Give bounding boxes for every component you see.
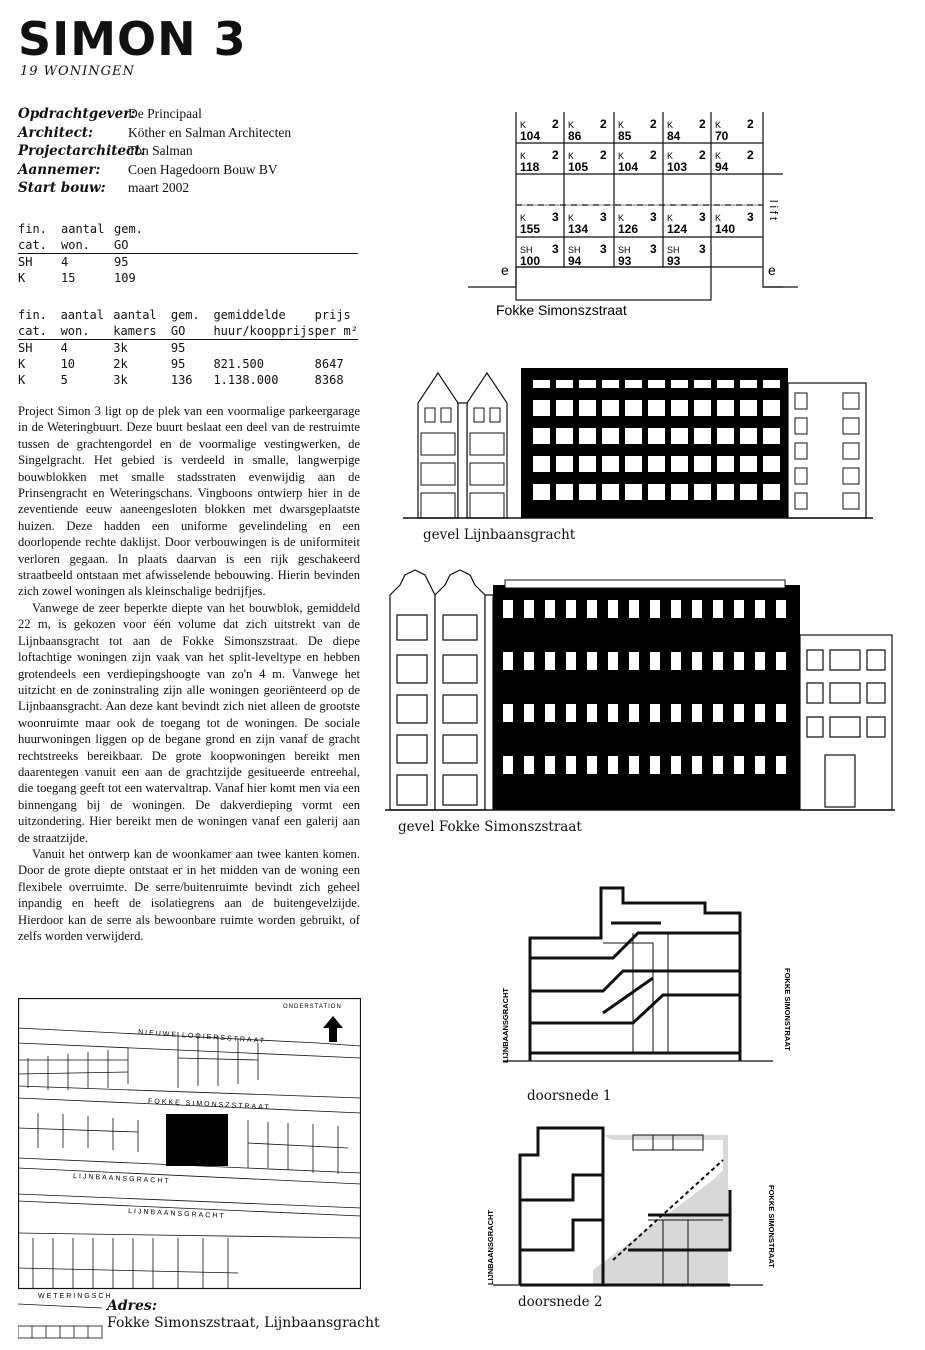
facade-window [650, 756, 660, 774]
table-cell: SH [18, 255, 33, 269]
facade-window [503, 756, 513, 774]
facade-window [776, 704, 786, 722]
table-cell: K [18, 357, 26, 371]
unit-type: K [715, 151, 722, 161]
paragraph: Vanwege de zeer beperkte diepte van het bouwblok, gemiddeld 22 m, is gekozen voor één volume dat zich uitstrekt van de Lijnbaansgracht tot aan de Fokke Simonszstraat. De diepe loftachtige woningen zijn vaak van het split-leveltype en hebben grotendeels een verdiepingshoogte van zo'n 4 m. Vanwege het uitzicht en de zoninstraling zijn alle woningen georiënteerd op de Lijnbaansgracht. Aan deze kant bevindt zich niet alleen de grootste woonruimte maar ook de toegang tot de woningen. De sociale huurwoningen liggen op de begane grond en zijn vanaf de gracht rechtstreeks bereikbaar. De grote koopwoningen bereikt men daarentegen vanuit een aan de grachtzijde gesitueerde entreehal, die toegang geeft tot een watervaltrap. Vanaf hier komt men via een binnengang bij de woningen. De dakverdieping vormt een uitzondering. Hier bereikt men de woningen vanaf een galerij aan de straatzijde. [18, 600, 360, 845]
facade-window [763, 400, 780, 416]
facade-window [566, 652, 576, 670]
table-header: won. [61, 237, 114, 254]
table-header: gemiddelde [213, 308, 286, 322]
facade-window [587, 756, 597, 774]
facade-window [713, 756, 723, 774]
table-header: cat. [18, 237, 61, 254]
facade-window [556, 428, 573, 444]
unit-type: K [618, 151, 625, 161]
facade-window [533, 484, 550, 500]
facade-window [671, 428, 688, 444]
table-header: fin. [18, 222, 47, 236]
unit-area: 140 [715, 222, 736, 236]
info-value: Coen Hagedoorn Bouw BV [128, 161, 278, 177]
unit-rooms: 2 [552, 117, 559, 131]
table-cell: 3k [113, 373, 128, 387]
unit-area: 93 [618, 254, 632, 268]
facade-window [692, 756, 702, 774]
facade-window [533, 456, 550, 472]
facade-window [694, 428, 711, 444]
facade-window [694, 484, 711, 500]
facade-window [629, 704, 639, 722]
facade-window [671, 484, 688, 500]
facade-window [625, 400, 642, 416]
info-row-project-architect [18, 142, 358, 161]
unit-type: SH [568, 245, 581, 255]
unit-area: 104 [520, 129, 541, 143]
unit-area: 100 [520, 254, 541, 268]
address-value: Fokke Simonszstraat, Lijnbaansgracht [107, 1315, 380, 1331]
map-street-label: WETERINGSCH [38, 1293, 113, 1300]
side-label-right: FOKKE SIMONSTRAAT [783, 968, 792, 1051]
map-street-label: LIJNBAANSGRACHT [72, 1173, 171, 1186]
info-value: De Principaal [128, 106, 202, 121]
info-label: Aannemer: [18, 161, 101, 178]
unit-type: K [618, 120, 625, 130]
facade-window [717, 484, 734, 500]
section-1 [483, 883, 803, 1078]
street-label: Fokke Simonszstraat [496, 302, 627, 318]
facade-window [763, 456, 780, 472]
facade-window [556, 456, 573, 472]
unit-type: SH [520, 245, 533, 255]
table-header: GO [171, 323, 214, 340]
facade-window [692, 600, 702, 618]
unit-rooms: 3 [699, 210, 706, 224]
table-cell: 10 [60, 357, 76, 371]
map-street-label: ONDERSTATION [283, 1004, 342, 1010]
facade-window [579, 428, 596, 444]
facade-window [671, 600, 681, 618]
facade-window [650, 652, 660, 670]
facade-window [587, 704, 597, 722]
unit-rooms: 2 [699, 148, 706, 162]
table-cell: 821.500 [213, 357, 265, 371]
unit-type: K [520, 120, 527, 130]
unit-rooms: 3 [552, 242, 559, 256]
facade-window [648, 380, 665, 388]
table-cell: K [18, 271, 26, 285]
facade-window [763, 428, 780, 444]
facade-window [625, 456, 642, 472]
entrance-label-right: e [768, 262, 776, 278]
facade-window [608, 600, 618, 618]
facade-window [776, 600, 786, 618]
table-row [18, 356, 358, 372]
facade-window [734, 756, 744, 774]
facade-window [608, 652, 618, 670]
facade-window [650, 704, 660, 722]
table-header: prijs [314, 308, 351, 322]
facade-window [734, 652, 744, 670]
table-cell: 15 [61, 271, 76, 285]
table-header: aantal [113, 308, 157, 322]
table-header: gem. [170, 308, 200, 322]
map-street-label: LIJNBAANSGRACHT [127, 1208, 226, 1221]
unit-area: 124 [667, 222, 688, 236]
table-cell: 95 [114, 255, 129, 269]
unit-type: K [667, 151, 674, 161]
unit-area: 103 [667, 160, 688, 174]
table-header: aantal [61, 222, 105, 236]
lift-label: lift [767, 200, 779, 223]
table-header: fin. [18, 308, 47, 322]
facade-window [545, 704, 555, 722]
unit-type: K [568, 213, 575, 223]
facade-window [625, 380, 642, 388]
unit-type: K [618, 213, 625, 223]
table-row [18, 254, 358, 271]
unit-cells [520, 117, 754, 268]
entrance-label-left: e [501, 262, 509, 278]
unit-rooms: 3 [600, 210, 607, 224]
facade-window [556, 400, 573, 416]
page-subtitle: 19 WONINGEN [20, 64, 135, 79]
facade-window [566, 704, 576, 722]
info-label: Start bouw: [18, 180, 106, 196]
facade-window [717, 380, 734, 388]
table-cell: 2k [113, 357, 128, 371]
facade-window [694, 400, 711, 416]
facade-window [579, 400, 596, 416]
side-label-left: LIJNBAANSGRACHT [501, 988, 510, 1063]
table-header: gem. [114, 222, 143, 236]
unit-area: 70 [715, 129, 729, 143]
facade-window [602, 428, 619, 444]
summary-table [18, 221, 358, 286]
table-cell: 1.138.000 [213, 373, 279, 387]
facade-window [533, 428, 550, 444]
project-site-block [166, 1114, 228, 1166]
caption-doorsnede-1: doorsnede 1 [527, 1088, 612, 1104]
table-header: won. [61, 323, 114, 340]
table-cell: 136 [170, 373, 193, 387]
paragraph: Project Simon 3 ligt op de plek van een voormalige parkeergarage in de Weteringbuurt. Deze buurt beslaat een deel van de restruimte tussen de grachtengordel en de voormalige vestingwerken, de Singelgracht. Het gebied is verdeeld in smalle, langwerpige bouwblokken met smalle stadsstraten evenwijdig aan de Prinsengracht en Weteringschans. Vingboons ontwierp hier in de zeventiende eeuw aaneengesloten blokken met dwarsgeplaatste huizen. Deze hadden een uniforme gevelindeling en een doorlopende rechte daklijst. Door verbouwingen is de uniformiteit verloren gegaan. In plaats daarvan is een rijk geschakeerd straatbeeld ontstaan met afwisselende bebouwing. Hierin bevinden zich zowel woningen als kleinschalige bedrijfjes. [18, 404, 360, 599]
facade-window [692, 704, 702, 722]
facade-window [755, 600, 765, 618]
facade-window [524, 600, 534, 618]
info-row-start [18, 179, 358, 198]
facade-window [629, 756, 639, 774]
info-row-contractor [18, 161, 358, 180]
unit-type: K [715, 213, 722, 223]
section-2 [473, 1120, 793, 1300]
unit-type: SH [618, 245, 631, 255]
info-value: Köther en Salman Architecten [128, 124, 292, 140]
facade-window [648, 428, 665, 444]
facade-window [776, 652, 786, 670]
unit-rooms: 3 [600, 242, 607, 256]
facade-window [587, 652, 597, 670]
facade-window [524, 756, 534, 774]
facade-window [740, 484, 757, 500]
facade-window [602, 380, 619, 388]
info-row-architect [18, 124, 358, 143]
facade-window [556, 380, 573, 388]
unit-rooms: 3 [552, 210, 559, 224]
table-cell: 5 [60, 373, 68, 387]
facade-window [713, 652, 723, 670]
info-label: Projectarchitect: [18, 143, 146, 159]
unit-area: 93 [667, 254, 681, 268]
unit-area: 94 [568, 254, 582, 268]
unit-type: K [520, 213, 527, 223]
facade-window [579, 484, 596, 500]
info-row-client [18, 105, 358, 124]
info-value: maart 2002 [128, 180, 190, 195]
facade-window [629, 600, 639, 618]
facade-window [740, 456, 757, 472]
facade-window [694, 456, 711, 472]
facade-window [763, 380, 780, 388]
facade-window [629, 652, 639, 670]
facade-window [755, 756, 765, 774]
facade-window [650, 600, 660, 618]
unit-rooms: 2 [552, 148, 559, 162]
unit-type: K [667, 120, 674, 130]
table-cell [213, 340, 314, 357]
table-header: GO [114, 237, 358, 254]
facade-window [608, 756, 618, 774]
facade-window [602, 484, 619, 500]
facade-lijnbaansgracht [403, 368, 873, 523]
facade-window [717, 428, 734, 444]
table-header: kamers [113, 323, 171, 340]
facade-window [533, 380, 550, 388]
unit-rooms: 2 [747, 117, 754, 131]
table-cell [315, 340, 358, 357]
facade-window [694, 380, 711, 388]
project-info [18, 105, 358, 198]
facade-window [717, 400, 734, 416]
facade-window [671, 380, 688, 388]
facade-window [602, 456, 619, 472]
facade-window [740, 380, 757, 388]
page-title: SIMON 3 [18, 12, 247, 66]
unit-area: 85 [618, 129, 632, 143]
facade-window [556, 484, 573, 500]
facade-window [671, 756, 681, 774]
side-label-left: LIJNBAANSGRACHT [486, 1210, 495, 1285]
table-cell: 4 [60, 341, 68, 355]
facade-window [755, 652, 765, 670]
table-cell: K [18, 373, 26, 387]
facade-window [740, 400, 757, 416]
caption-doorsnede-2: doorsnede 2 [518, 1294, 603, 1310]
situation-map [18, 998, 361, 1340]
table-cell: 8647 [314, 357, 344, 371]
facade-window [545, 652, 555, 670]
facade-window [648, 456, 665, 472]
facade-window [717, 456, 734, 472]
caption-gevel-lijnbaansgracht: gevel Lijnbaansgracht [423, 527, 576, 543]
unit-type: K [667, 213, 674, 223]
new-building-block [493, 585, 800, 810]
facade-window [524, 652, 534, 670]
facade-window [625, 484, 642, 500]
facade-window [566, 600, 576, 618]
facade-window [671, 652, 681, 670]
unit-rooms: 3 [747, 210, 754, 224]
facade-window [503, 652, 513, 670]
floor-plan [468, 112, 798, 322]
table-row [18, 340, 358, 357]
facade-window [625, 428, 642, 444]
facade-window [740, 428, 757, 444]
facade-window [734, 600, 744, 618]
table-row [18, 372, 358, 388]
facade-window [734, 704, 744, 722]
unit-type: K [568, 151, 575, 161]
unit-rooms: 2 [699, 117, 706, 131]
table-header: huur/koopprijs [213, 324, 315, 338]
side-label-right: FOKKE SIMONSTRAAT [767, 1185, 776, 1268]
info-label: Architect: [18, 124, 94, 141]
table-header: per m² [314, 324, 358, 338]
facade-window [587, 600, 597, 618]
unit-rooms: 2 [747, 148, 754, 162]
unit-area: 155 [520, 222, 541, 236]
facade-window [533, 400, 550, 416]
table-cell: SH [18, 341, 33, 355]
facade-fokke-simonszstraat [385, 565, 895, 815]
unit-rooms: 3 [650, 210, 657, 224]
paragraph: Vanuit het ontwerp kan de woonkamer aan twee kanten komen. Door de grote diepte ontstaat er in het midden van de woning een flexibele overruimte. De serre/buitenruimte bevindt zich geheel inpandig en heeft de isolatiegrens aan de buitengevelzijde. Hierdoor kan de serre als bewoonbare ruimte worden gebruikt, of zelfs worden verwijderd. [18, 846, 360, 943]
facade-window [608, 704, 618, 722]
table-cell: 4 [61, 255, 69, 269]
facade-window [713, 600, 723, 618]
unit-type: K [568, 120, 575, 130]
unit-type: SH [667, 245, 680, 255]
unit-area: 118 [520, 160, 540, 174]
facade-window [776, 756, 786, 774]
caption-gevel-fokke: gevel Fokke Simonszstraat [398, 819, 582, 835]
facade-window [503, 704, 513, 722]
table-cell: 3k [113, 341, 128, 355]
facade-window [545, 756, 555, 774]
unit-area: 86 [568, 129, 582, 143]
unit-area: 104 [618, 160, 639, 174]
facade-window [648, 484, 665, 500]
facade-window [755, 704, 765, 722]
unit-rooms: 2 [600, 117, 607, 131]
address-label: Adres: [107, 1298, 157, 1314]
unit-area: 126 [618, 222, 639, 236]
facade-window [713, 704, 723, 722]
table-cell: 109 [114, 271, 136, 285]
table-header: cat. [18, 323, 61, 340]
info-label: Opdrachtgever: [18, 106, 136, 122]
unit-area: 105 [568, 160, 589, 174]
facade-window [763, 484, 780, 500]
facade-window [602, 400, 619, 416]
facade-window [503, 600, 513, 618]
map-street-label: FOKKE SIMONSZSTRAAT [147, 1098, 271, 1112]
table-cell: 95 [170, 357, 186, 371]
unit-rooms: 2 [650, 117, 657, 131]
table-cell: 8368 [314, 373, 344, 387]
body-text [18, 403, 360, 944]
unit-rooms: 3 [650, 242, 657, 256]
unit-area: 94 [715, 160, 729, 174]
facade-window [671, 400, 688, 416]
facade-window [566, 756, 576, 774]
unit-type: K [715, 120, 722, 130]
facade-window [648, 400, 665, 416]
price-table [18, 307, 358, 388]
facade-window [545, 600, 555, 618]
map-street-label: NIEUWE LOOIERSSTRAAT [137, 1029, 267, 1045]
facade-window [579, 380, 596, 388]
unit-area: 134 [568, 222, 589, 236]
unit-rooms: 2 [650, 148, 657, 162]
unit-rooms: 3 [699, 242, 706, 256]
table-cell: 95 [170, 341, 186, 355]
table-header: aantal [60, 308, 104, 322]
facade-window [692, 652, 702, 670]
facade-window [671, 704, 681, 722]
facade-window [579, 456, 596, 472]
table-row [18, 270, 358, 286]
info-value: Ton Salman [128, 143, 193, 158]
unit-area: 84 [667, 129, 681, 143]
facade-window [671, 456, 688, 472]
unit-rooms: 2 [600, 148, 607, 162]
facade-window [524, 704, 534, 722]
unit-type: K [520, 151, 527, 161]
